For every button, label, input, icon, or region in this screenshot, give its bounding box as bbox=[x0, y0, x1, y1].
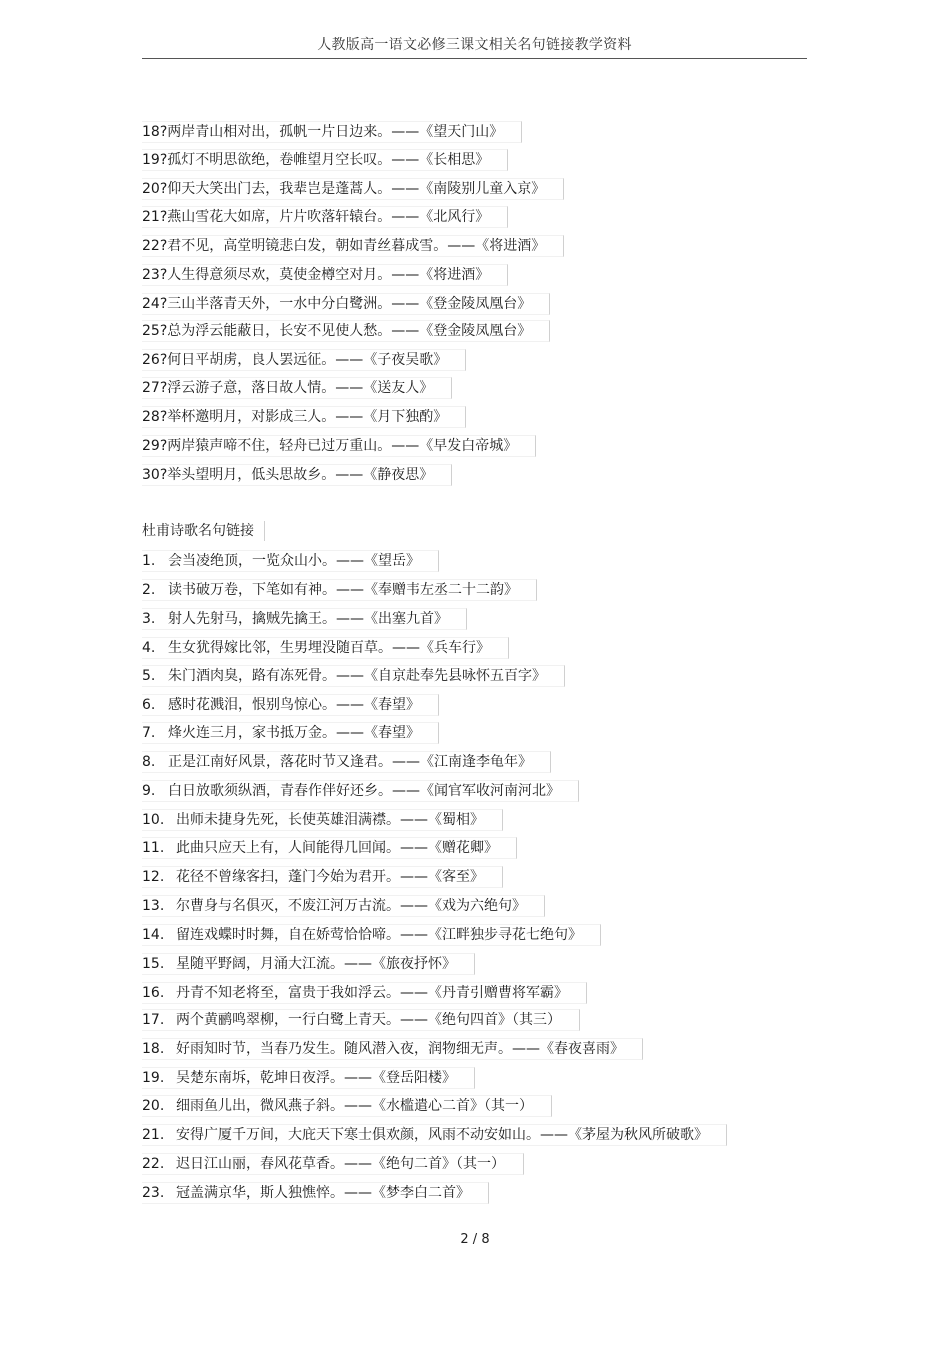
quote-text: 27?浮云游子意，落日故人情。——《送友人》 bbox=[142, 377, 452, 399]
header-rule bbox=[142, 58, 807, 59]
quote-number: 23. bbox=[142, 1185, 165, 1201]
quote-line bbox=[142, 1067, 475, 1087]
quote-text: 好雨知时节，当春乃发生。随风潜入夜，润物细无声。——《春夜喜雨》 bbox=[176, 1041, 624, 1057]
quote-line bbox=[142, 1095, 552, 1115]
section-title-du-fu: 杜甫诗歌名句链接 bbox=[142, 521, 265, 541]
quote-text: 20?仰天大笑出门去，我辈岂是蓬蒿人。——《南陵别儿童入京》 bbox=[142, 178, 564, 200]
quote-line bbox=[142, 435, 536, 455]
quote-text: 吴楚东南坼，乾坤日夜浮。——《登岳阳楼》 bbox=[176, 1070, 456, 1086]
quote-text: 安得广厦千万间，大庇天下寒士俱欢颜，风雨不动安如山。——《茅屋为秋风所破歌》 bbox=[176, 1127, 708, 1143]
quote-number: 18. bbox=[142, 1041, 165, 1057]
quote-text: 会当凌绝顶，一览众山小。——《望岳》 bbox=[168, 553, 420, 569]
quote-text: 读书破万卷，下笔如有神。——《奉赠韦左丞二十二韵》 bbox=[168, 582, 518, 598]
quote-text: 星随平野阔，月涌大江流。——《旅夜抒怀》 bbox=[176, 956, 456, 972]
quote-text: 丹青不知老将至，富贵于我如浮云。——《丹青引赠曹将军霸》 bbox=[176, 985, 568, 1001]
quote-number: 12. bbox=[142, 869, 165, 885]
quote-text: 烽火连三月，家书抵万金。——《春望》 bbox=[168, 725, 420, 741]
quote-number: 15. bbox=[142, 956, 165, 972]
quote-number: 8. bbox=[142, 754, 156, 770]
quote-line bbox=[142, 264, 508, 284]
quote-number: 3. bbox=[142, 611, 156, 627]
quote-line bbox=[142, 837, 517, 857]
quote-line bbox=[142, 751, 551, 771]
quote-text: 细雨鱼儿出，微风燕子斜。——《水槛遣心二首》（其一） bbox=[176, 1098, 533, 1114]
quote-text: 22?君不见，高堂明镜悲白发，朝如青丝暮成雪。——《将进酒》 bbox=[142, 235, 564, 257]
quote-number: 4. bbox=[142, 640, 156, 656]
quote-text: 出师未捷身先死，长使英雄泪满襟。——《蜀相》 bbox=[176, 812, 484, 828]
quote-text: 19?孤灯不明思欲绝，卷帷望月空长叹。——《长相思》 bbox=[142, 149, 508, 171]
quote-text: 25?总为浮云能蔽日，长安不见使人愁。——《登金陵凤凰台》 bbox=[142, 320, 550, 342]
quote-text: 28?举杯邀明月，对影成三人。——《月下独酌》 bbox=[142, 406, 466, 428]
quote-line bbox=[142, 637, 509, 657]
quote-line bbox=[142, 293, 550, 313]
quote-line bbox=[142, 320, 550, 340]
quote-line bbox=[142, 608, 467, 628]
quote-number: 9. bbox=[142, 783, 156, 799]
quote-line bbox=[142, 924, 601, 944]
quote-line bbox=[142, 121, 522, 141]
quote-number: 17. bbox=[142, 1012, 165, 1028]
quote-text: 朱门酒肉臭，路有冻死骨。——《自京赴奉先县咏怀五百字》 bbox=[168, 668, 546, 684]
quote-line bbox=[142, 665, 565, 685]
quote-text: 24?三山半落青天外，一水中分白鹭洲。——《登金陵凤凰台》 bbox=[142, 293, 550, 315]
quote-number: 19. bbox=[142, 1070, 165, 1086]
quote-line bbox=[142, 1038, 643, 1058]
quote-text: 冠盖满京华，斯人独憔悴。——《梦李白二首》 bbox=[176, 1185, 470, 1201]
quote-number: 2. bbox=[142, 582, 156, 598]
quote-line bbox=[142, 406, 466, 426]
quote-line bbox=[142, 579, 537, 599]
quote-number: 5. bbox=[142, 668, 156, 684]
quote-line bbox=[142, 235, 564, 255]
quote-line bbox=[142, 1182, 489, 1202]
quote-text: 两个黄鹂鸣翠柳，一行白鹭上青天。——《绝句四首》（其三） bbox=[176, 1012, 561, 1028]
quote-number: 20. bbox=[142, 1098, 165, 1114]
quote-text: 23?人生得意须尽欢，莫使金樽空对月。——《将进酒》 bbox=[142, 264, 508, 286]
quote-line bbox=[142, 464, 452, 484]
quote-number: 6. bbox=[142, 697, 156, 713]
quote-number: 16. bbox=[142, 985, 165, 1001]
quote-text: 30?举头望明月，低头思故乡。——《静夜思》 bbox=[142, 464, 452, 486]
quote-text: 生女犹得嫁比邻，生男埋没随百草。——《兵车行》 bbox=[168, 640, 490, 656]
quote-text: 26?何日平胡虏，良人罢远征。——《子夜吴歌》 bbox=[142, 349, 466, 371]
quote-text: 射人先射马，擒贼先擒王。——《出塞九首》 bbox=[168, 611, 448, 627]
quote-line bbox=[142, 349, 466, 369]
quote-line bbox=[142, 178, 564, 198]
quote-text: 18?两岸青山相对出，孤帆一片日边来。——《望天门山》 bbox=[142, 121, 522, 143]
quote-number: 7. bbox=[142, 725, 156, 741]
quote-line bbox=[142, 149, 508, 169]
quote-line bbox=[142, 1009, 580, 1029]
quote-line bbox=[142, 550, 439, 570]
quote-line bbox=[142, 953, 475, 973]
quote-text: 尔曹身与名俱灭，不废江河万古流。——《戏为六绝句》 bbox=[176, 898, 526, 914]
quote-number: 1. bbox=[142, 553, 156, 569]
quote-number: 11. bbox=[142, 840, 165, 856]
quote-text: 白日放歌须纵酒，青春作伴好还乡。——《闻官军收河南河北》 bbox=[168, 783, 560, 799]
quote-text: 花径不曾缘客扫，蓬门今始为君开。——《客至》 bbox=[176, 869, 484, 885]
page-header: 人教版高一语文必修三课文相关名句链接教学资料 bbox=[317, 37, 632, 53]
quote-text: 感时花溅泪，恨别鸟惊心。——《春望》 bbox=[168, 697, 420, 713]
quote-line bbox=[142, 895, 545, 915]
quote-line bbox=[142, 722, 439, 742]
quote-line bbox=[142, 1124, 727, 1144]
quote-text: 29?两岸猿声啼不住，轻舟已过万重山。——《早发白帝城》 bbox=[142, 435, 536, 457]
quote-number: 14. bbox=[142, 927, 165, 943]
quote-text: 此曲只应天上有，人间能得几回闻。——《赠花卿》 bbox=[176, 840, 498, 856]
quote-line bbox=[142, 780, 579, 800]
quote-line bbox=[142, 809, 503, 829]
quote-number: 10. bbox=[142, 812, 165, 828]
quote-number: 21. bbox=[142, 1127, 165, 1143]
quote-line bbox=[142, 206, 508, 226]
quote-line bbox=[142, 694, 439, 714]
quote-line bbox=[142, 982, 587, 1002]
quote-number: 22. bbox=[142, 1156, 165, 1172]
quote-text: 迟日江山丽，春风花草香。——《绝句二首》（其一） bbox=[176, 1156, 505, 1172]
quote-line bbox=[142, 866, 503, 886]
quote-line bbox=[142, 377, 452, 397]
quote-line bbox=[142, 1153, 524, 1173]
quote-text: 正是江南好风景，落花时节又逢君。——《江南逢李龟年》 bbox=[168, 754, 532, 770]
quote-text: 21?燕山雪花大如席，片片吹落轩辕台。——《北风行》 bbox=[142, 206, 508, 228]
page-number: 2 / 8 bbox=[460, 1232, 490, 1247]
quote-number: 13. bbox=[142, 898, 165, 914]
quote-text: 留连戏蝶时时舞，自在娇莺恰恰啼。——《江畔独步寻花七绝句》 bbox=[176, 927, 582, 943]
